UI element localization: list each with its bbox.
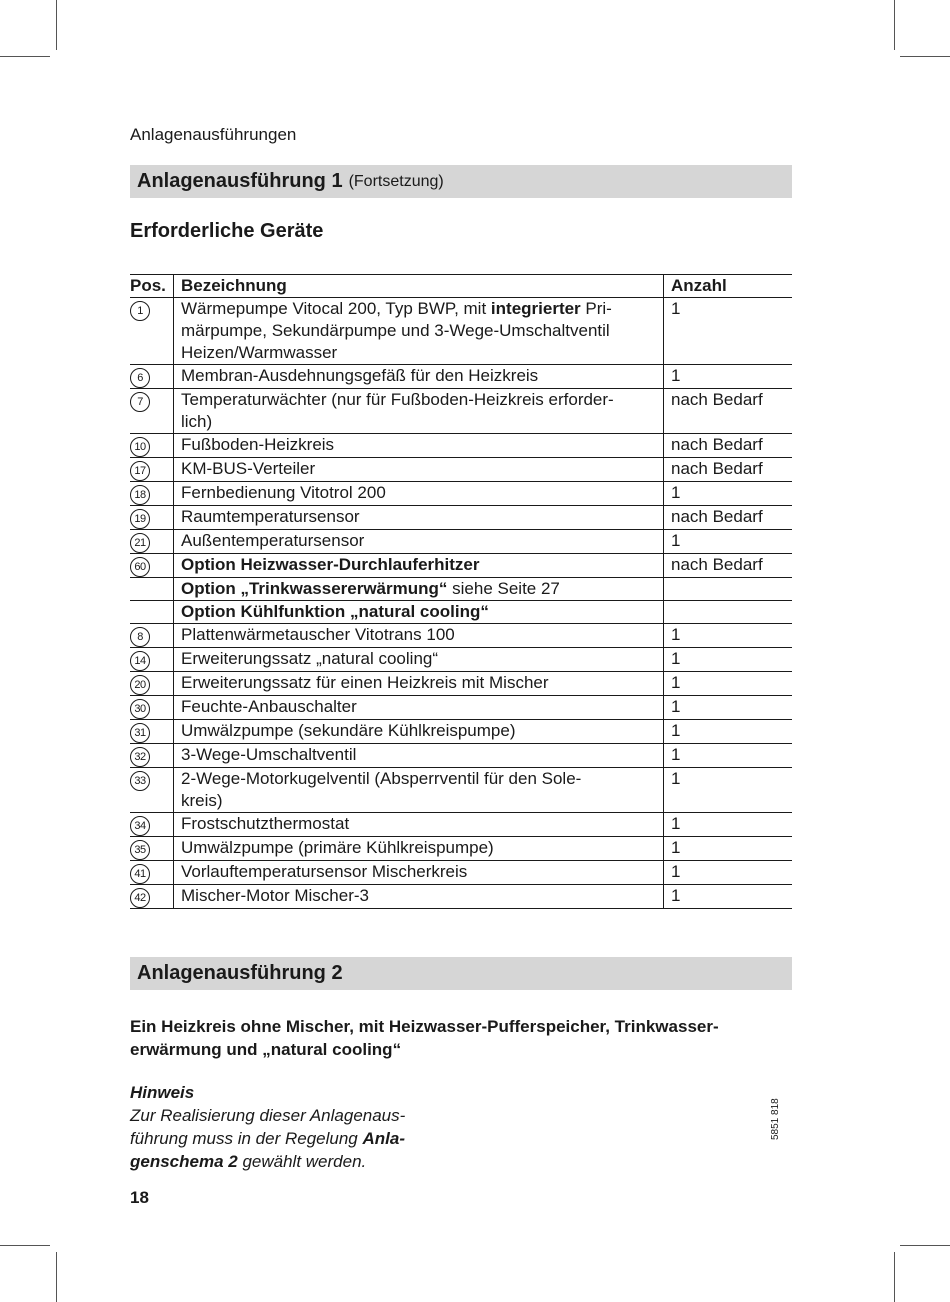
cell-quantity: 1 — [664, 861, 793, 885]
position-number: 41 — [130, 864, 150, 884]
crop-mark — [894, 0, 895, 50]
cell-description — [174, 648, 664, 672]
text-segment: Zur Realisierung dieser Anlagenaus- führung muss in der Regelung — [130, 1106, 406, 1148]
position-number: 33 — [130, 771, 150, 791]
table-row — [130, 389, 792, 434]
table-row — [130, 861, 792, 885]
cell-pos — [130, 298, 174, 365]
table-row — [130, 434, 792, 458]
text-segment: gewählt werden. — [237, 1152, 367, 1171]
cell-quantity: nach Bedarf — [664, 458, 793, 482]
position-number: 6 — [130, 368, 150, 388]
crop-mark — [894, 1252, 895, 1302]
cell-pos — [130, 720, 174, 744]
band-title: Anlagenausführung 1 — [137, 170, 343, 192]
cell-pos — [130, 506, 174, 530]
text-segment: 2-Wege-Motorkugelventil (Absperrventil für den Sole- kreis) — [181, 769, 582, 810]
cell-quantity: 1 — [664, 813, 793, 837]
crop-mark — [0, 1245, 50, 1246]
table-body — [130, 298, 792, 909]
table-row — [130, 530, 792, 554]
table-row — [130, 624, 792, 648]
cell-pos — [130, 768, 174, 813]
crop-mark — [0, 56, 50, 57]
document-number: 5851 818 — [770, 1098, 781, 1140]
cell-pos — [130, 813, 174, 837]
cell-description — [174, 861, 664, 885]
position-number: 20 — [130, 675, 150, 695]
cell-pos — [130, 648, 174, 672]
table-row — [130, 837, 792, 861]
cell-description — [174, 578, 664, 601]
text-segment: Membran-Ausdehnungsgefäß für den Heizkreis — [181, 366, 539, 385]
text-segment: Pri- märpumpe, Sekundärpumpe und 3-Wege-Umschaltventil Heizen/Warmwasser — [181, 299, 612, 362]
crop-mark — [900, 56, 950, 57]
crop-mark — [900, 1245, 950, 1246]
table-row — [130, 298, 792, 365]
cell-pos — [130, 578, 174, 601]
cell-description — [174, 389, 664, 434]
cell-quantity: nach Bedarf — [664, 554, 793, 578]
crop-mark — [56, 0, 57, 50]
table-row — [130, 768, 792, 813]
table-row — [130, 482, 792, 506]
text-segment: Temperaturwächter (nur für Fußboden-Heizkreis erforder- lich) — [181, 390, 614, 431]
cell-description — [174, 458, 664, 482]
cell-quantity: 1 — [664, 365, 793, 389]
col-header-desc: Bezeichnung — [174, 275, 664, 298]
cell-description — [174, 365, 664, 389]
cell-description — [174, 434, 664, 458]
col-header-qty: Anzahl — [664, 275, 793, 298]
section-band — [130, 165, 792, 198]
text-segment: Plattenwärmetauscher Vitotrans 100 — [181, 625, 455, 644]
position-number: 31 — [130, 723, 150, 743]
band-title: Anlagenausführung 2 — [137, 962, 343, 984]
cell-quantity: 1 — [664, 837, 793, 861]
cell-quantity: nach Bedarf — [664, 434, 793, 458]
cell-quantity: 1 — [664, 648, 793, 672]
text-segment: Erweiterungssatz für einen Heizkreis mit Mischer — [181, 673, 549, 692]
text-segment: KM-BUS-Verteiler — [181, 459, 316, 478]
cell-quantity: nach Bedarf — [664, 389, 793, 434]
cell-pos — [130, 744, 174, 768]
cell-description — [174, 506, 664, 530]
text-segment: Option „Trinkwassererwärmung“ — [181, 579, 448, 598]
text-segment: Option Heizwasser-Durchlauferhitzer — [181, 555, 480, 574]
text-segment: Wärmepumpe Vitocal 200, Typ BWP, mit — [181, 299, 491, 318]
text-segment: Außentemperatursensor — [181, 531, 365, 550]
position-number: 60 — [130, 557, 150, 577]
cell-description — [174, 672, 664, 696]
cell-description — [174, 530, 664, 554]
page-number: 18 — [130, 1188, 149, 1207]
table-row — [130, 365, 792, 389]
cell-pos — [130, 624, 174, 648]
cell-quantity: 1 — [664, 768, 793, 813]
table-row — [130, 672, 792, 696]
position-number: 10 — [130, 437, 150, 457]
text-segment: siehe Seite 27 — [447, 579, 560, 598]
table-row — [130, 601, 792, 624]
cell-pos — [130, 885, 174, 909]
cell-pos — [130, 601, 174, 624]
cell-description — [174, 744, 664, 768]
text-segment: Frostschutzthermostat — [181, 814, 350, 833]
cell-quantity: 1 — [664, 744, 793, 768]
subheading: Erforderliche Geräte — [130, 220, 324, 242]
cell-description — [174, 696, 664, 720]
lead-line: Ein Heizkreis ohne Mischer, mit Heizwasser-Pufferspeicher, Trinkwasser- erwärmung und „natural cooling“ — [130, 1017, 719, 1059]
cell-quantity: 1 — [664, 720, 793, 744]
cell-pos — [130, 861, 174, 885]
text-segment: 3-Wege-Umschaltventil — [181, 745, 357, 764]
text-segment: Anla- genschema 2 — [130, 1129, 405, 1171]
cell-quantity: 1 — [664, 885, 793, 909]
cell-pos — [130, 365, 174, 389]
position-number: 42 — [130, 888, 150, 908]
cell-quantity: 1 — [664, 530, 793, 554]
text-segment: Mischer-Motor Mischer-3 — [181, 886, 369, 905]
text-segment: Fußboden-Heizkreis — [181, 435, 335, 454]
cell-description — [174, 837, 664, 861]
cell-quantity: 1 — [664, 696, 793, 720]
cell-quantity — [664, 578, 793, 601]
section-band-2 — [130, 957, 792, 990]
table-row — [130, 696, 792, 720]
table-row — [130, 648, 792, 672]
text-segment: Umwälzpumpe (primäre Kühlkreispumpe) — [181, 838, 494, 857]
table-header-row — [130, 275, 792, 298]
position-number: 1 — [130, 301, 150, 321]
position-number: 21 — [130, 533, 150, 553]
position-number: 17 — [130, 461, 150, 481]
note-block — [130, 1081, 450, 1173]
cell-description — [174, 813, 664, 837]
cell-description — [174, 885, 664, 909]
cell-pos — [130, 672, 174, 696]
table-row — [130, 744, 792, 768]
table-row — [130, 506, 792, 530]
cell-quantity: 1 — [664, 672, 793, 696]
note-title: Hinweis — [130, 1083, 195, 1102]
cell-pos — [130, 530, 174, 554]
cell-pos — [130, 837, 174, 861]
text-segment: Vorlauftemperatursensor Mischerkreis — [181, 862, 468, 881]
cell-quantity: 1 — [664, 298, 793, 365]
cell-quantity — [664, 601, 793, 624]
section-label: Anlagenausführungen — [130, 125, 297, 144]
col-header-pos: Pos. — [130, 275, 174, 298]
crop-mark — [56, 1252, 57, 1302]
table-row — [130, 458, 792, 482]
table-row — [130, 885, 792, 909]
cell-pos — [130, 434, 174, 458]
table-row — [130, 720, 792, 744]
cell-description — [174, 601, 664, 624]
cell-quantity: 1 — [664, 624, 793, 648]
position-number: 7 — [130, 392, 150, 412]
band-subtitle: (Fortsetzung) — [348, 172, 444, 190]
cell-description — [174, 768, 664, 813]
lead-text — [130, 1015, 792, 1061]
position-number: 32 — [130, 747, 150, 767]
cell-pos — [130, 389, 174, 434]
position-number: 14 — [130, 651, 150, 671]
cell-quantity: 1 — [664, 482, 793, 506]
text-segment: Option Kühlfunktion „natural cooling“ — [181, 602, 489, 621]
cell-pos — [130, 554, 174, 578]
text-segment: Umwälzpumpe (sekundäre Kühlkreispumpe) — [181, 721, 516, 740]
position-number: 19 — [130, 509, 150, 529]
parts-table — [130, 274, 792, 909]
note-body — [130, 1104, 450, 1173]
table-row — [130, 578, 792, 601]
cell-description — [174, 624, 664, 648]
cell-quantity: nach Bedarf — [664, 506, 793, 530]
position-number: 8 — [130, 627, 150, 647]
cell-pos — [130, 696, 174, 720]
text-segment: Fernbedienung Vitotrol 200 — [181, 483, 386, 502]
text-segment: Raumtemperatursensor — [181, 507, 360, 526]
cell-pos — [130, 458, 174, 482]
text-segment: Erweiterungssatz „natural cooling“ — [181, 649, 439, 668]
position-number: 18 — [130, 485, 150, 505]
position-number: 30 — [130, 699, 150, 719]
table-row — [130, 554, 792, 578]
table-row — [130, 813, 792, 837]
cell-description — [174, 720, 664, 744]
cell-pos — [130, 482, 174, 506]
text-segment: integrierter — [490, 299, 581, 318]
cell-description — [174, 482, 664, 506]
text-segment: Feuchte-Anbauschalter — [181, 697, 357, 716]
position-number: 35 — [130, 840, 150, 860]
cell-description — [174, 298, 664, 365]
cell-description — [174, 554, 664, 578]
position-number: 34 — [130, 816, 150, 836]
